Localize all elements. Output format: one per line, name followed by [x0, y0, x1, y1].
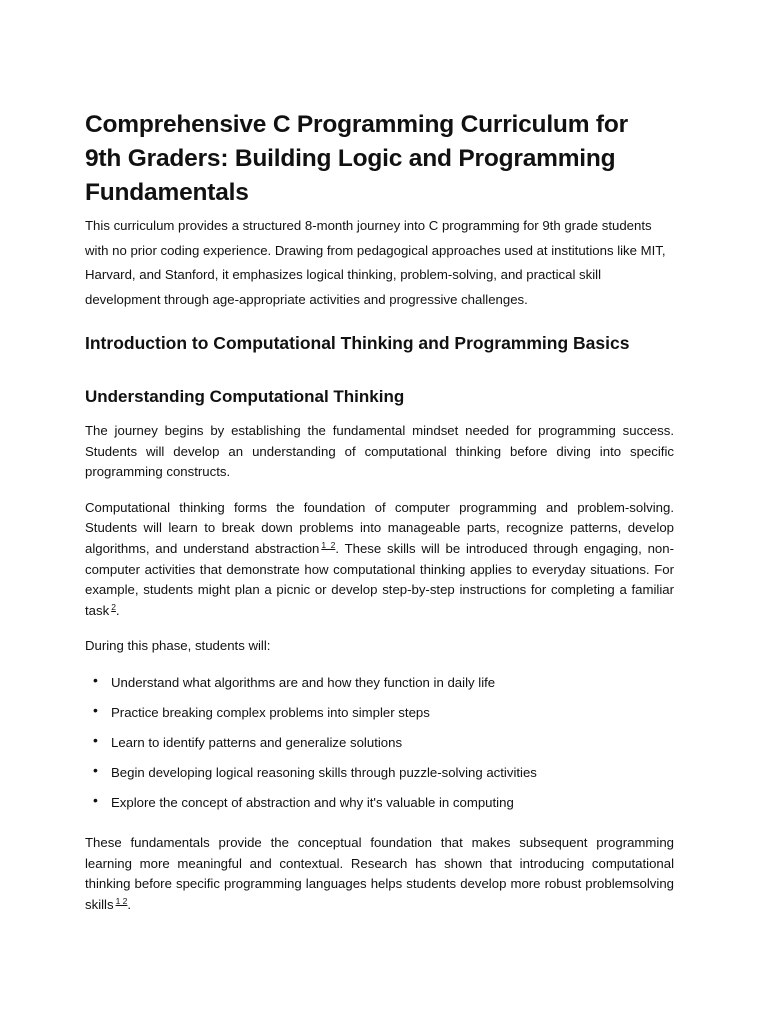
bullet-icon: •: [93, 671, 98, 688]
bullet-icon: •: [93, 701, 98, 718]
subsection-heading: Understanding Computational Thinking: [85, 387, 405, 406]
bullet-list: [85, 673, 674, 823]
list-item-text: Practice breaking complex problems into simpler steps: [111, 704, 430, 720]
list-item: [93, 791, 674, 823]
list-item: [93, 671, 674, 703]
list-item-text: Explore the concept of abstraction and why it's valuable in computing: [111, 794, 514, 810]
paragraph-text: . These skills will be introduced through engaging, non-computer activities that demonstrate how computational thinking applies to everyday situations. For example, students might plan a picnic or develop step-by-step instructions for completing a familiar task: [85, 540, 674, 618]
intro-paragraph: This curriculum provides a structured 8-month journey into C programming for 9th grade students with no prior coding experience. Drawing from pedagogical approaches used at institutions like MIT, Harvard, and Stanford, it emphasizes logical thinking, problem-solving, and practical skill development through age-appropriate activities and progressive challenges.: [85, 218, 666, 307]
paragraph-text: .: [115, 602, 120, 618]
section-heading: Introduction to Computational Thinking and Programming Basics: [85, 333, 630, 353]
bullet-icon: •: [93, 791, 98, 808]
paragraph-text: These fundamentals provide the conceptual foundation that makes subsequent programming learning more meaningful and contextual. Research has shown that introducing computational thinking before specific programming languages helps students develop more robust problemsolving skills: [85, 834, 674, 912]
citation-link[interactable]: 1 2: [321, 539, 336, 550]
citation-link[interactable]: 2: [111, 601, 116, 612]
paragraph-text: Computational thinking forms the foundation of computer programming and problem-solving. Students will learn to break down problems into manageable parts, recognize patterns, develop algorithms, and understand abstraction: [85, 499, 674, 556]
list-item: [93, 731, 674, 763]
list-lead: During this phase, students will:: [85, 638, 271, 654]
paragraph-computational-thinking: [85, 498, 674, 622]
paragraph-journey: The journey begins by establishing the fundamental mindset needed for programming success. Students will develop an understanding of computational thinking before diving into specific programming constructs.: [85, 423, 674, 480]
document-title: Comprehensive C Programming Curriculum for 9th Graders: Building Logic and Programming Fundamentals: [85, 111, 628, 206]
list-item-text: Understand what algorithms are and how they function in daily life: [111, 674, 496, 690]
list-item-text: Learn to identify patterns and generalize solutions: [111, 734, 403, 750]
bullet-icon: •: [93, 731, 98, 748]
bullet-icon: •: [93, 761, 98, 778]
list-item: [93, 701, 674, 733]
list-item-text: Begin developing logical reasoning skills through puzzle-solving activities: [111, 764, 537, 780]
paragraph-text: .: [127, 896, 132, 912]
citation-link[interactable]: 1 2: [115, 895, 128, 906]
paragraph-fundamentals: [85, 833, 674, 915]
list-item: [93, 761, 674, 793]
